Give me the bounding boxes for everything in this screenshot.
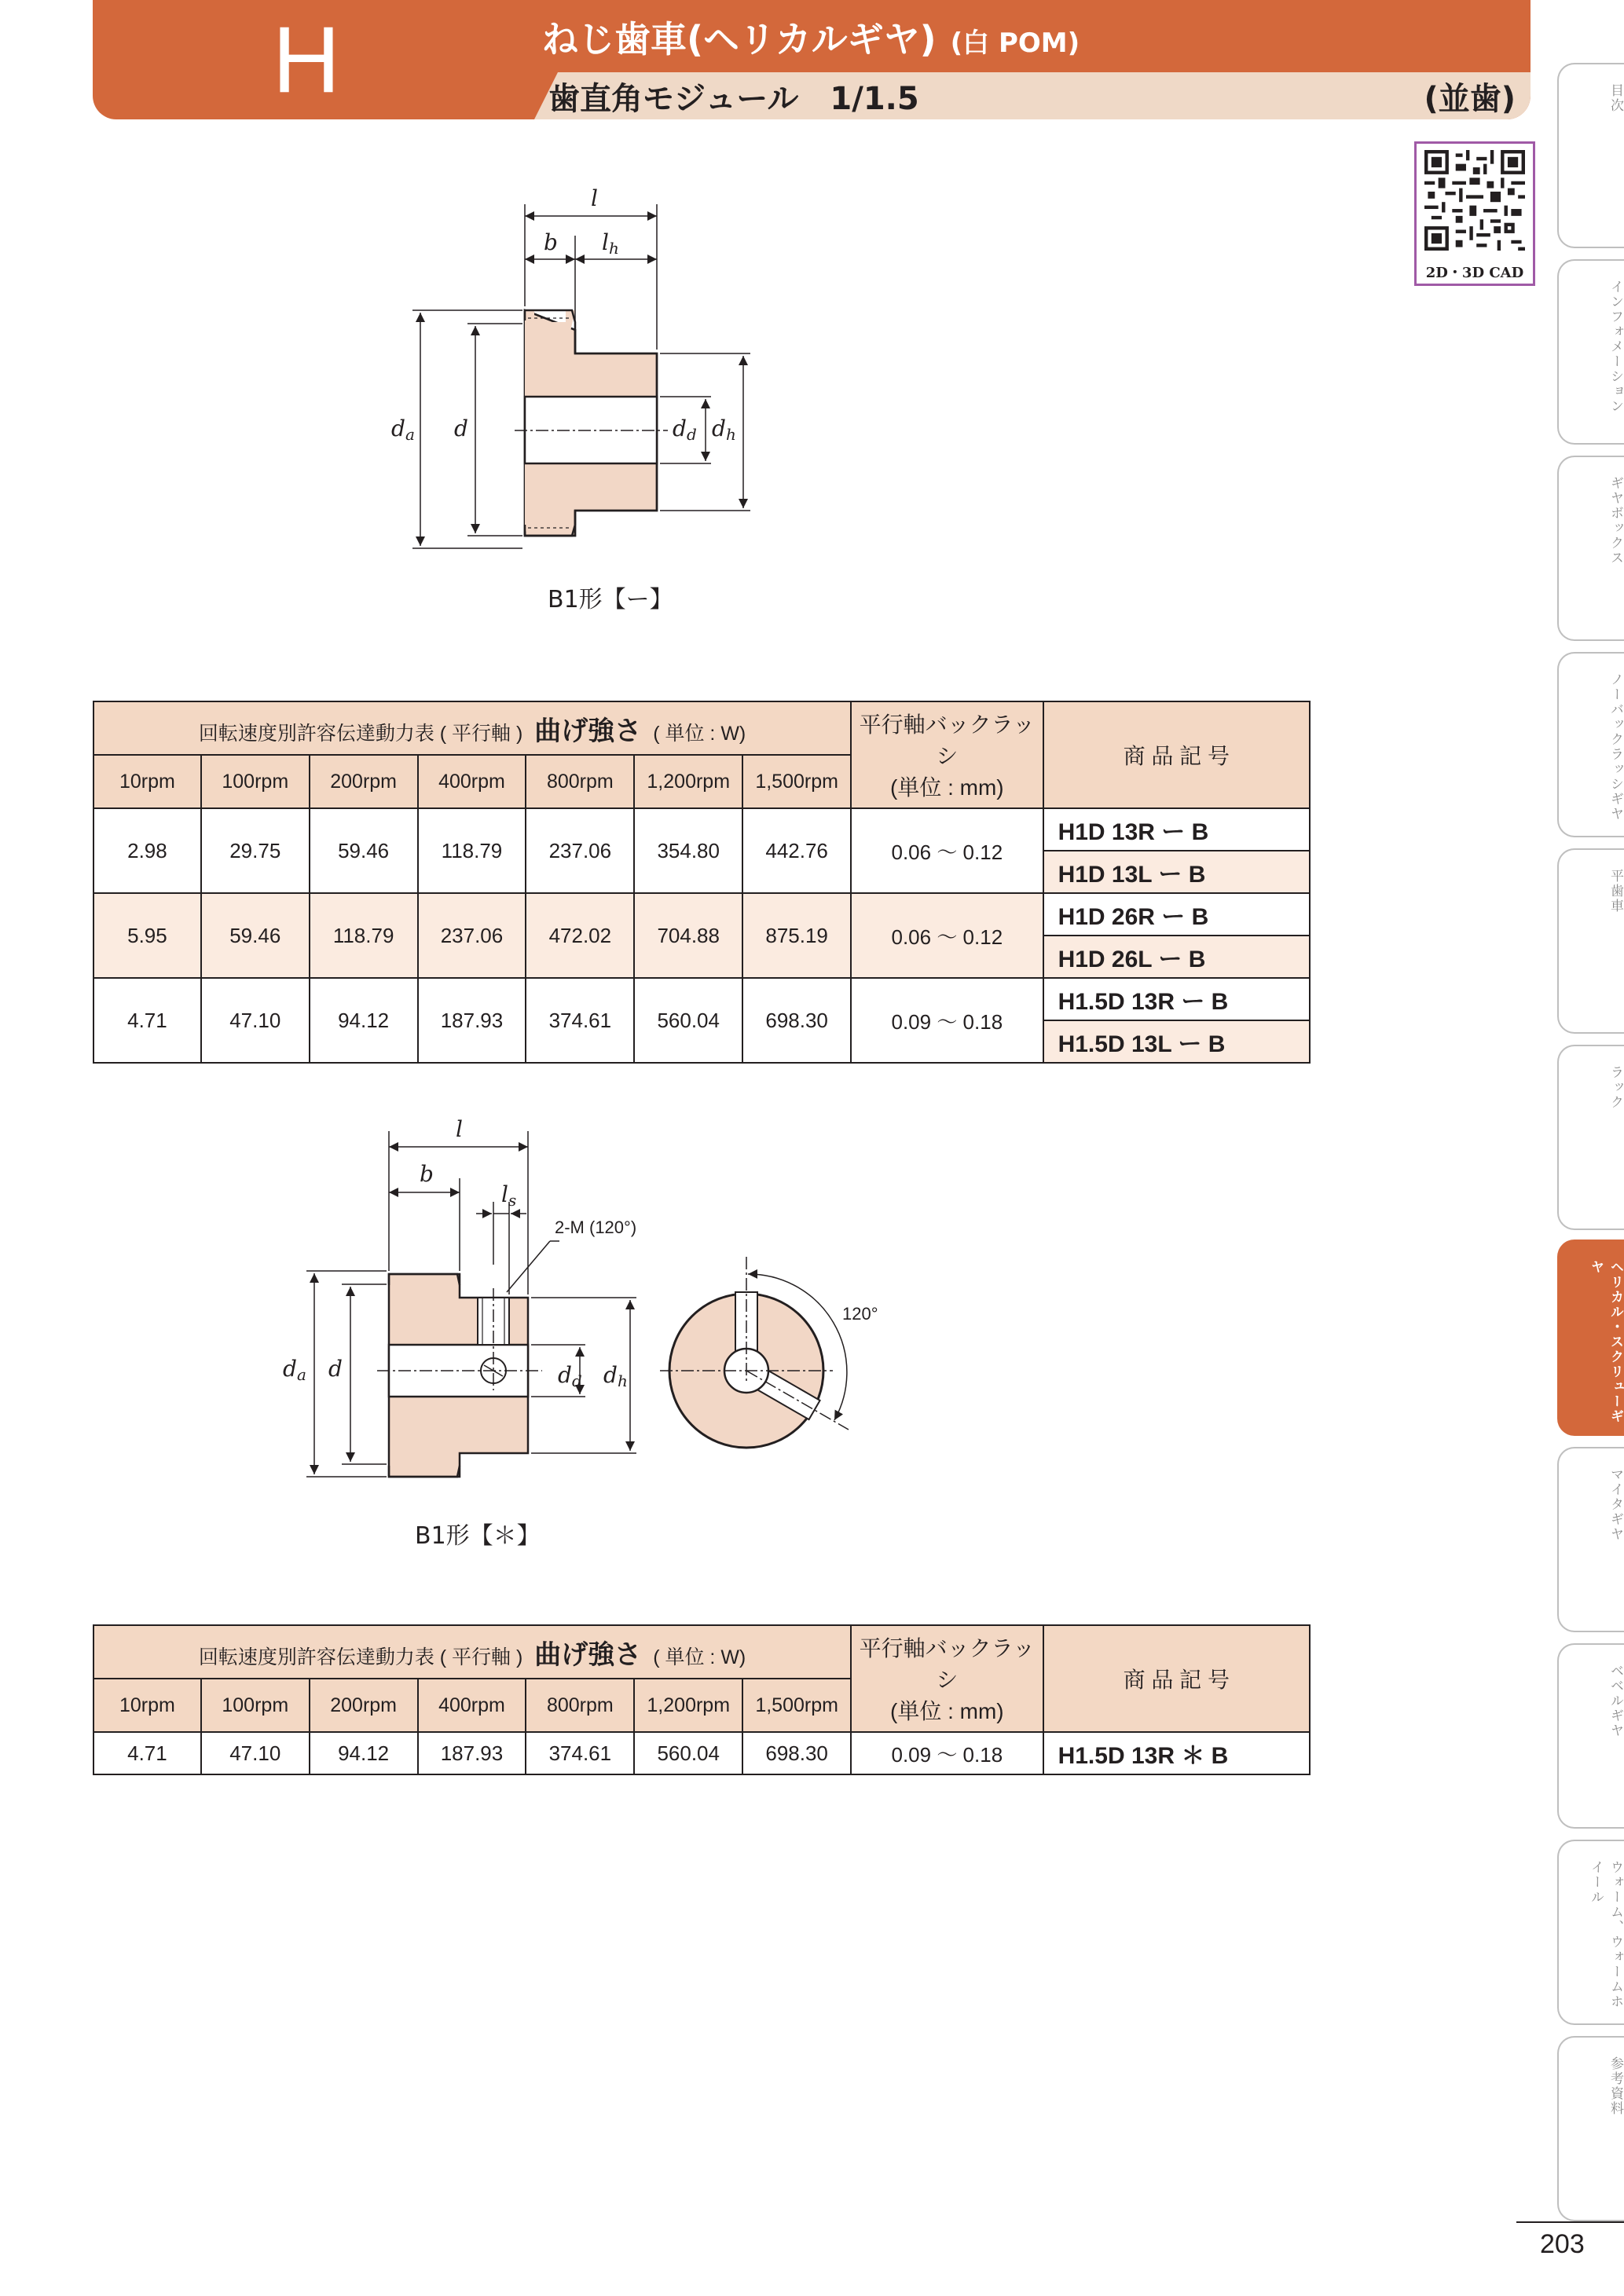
table-cell: 118.79 <box>310 893 418 978</box>
rpm-header: 1,500rpm <box>742 1679 851 1732</box>
dim-dh: dh <box>712 416 736 444</box>
backlash-cell: 0.06 ～ 0.12 <box>851 808 1043 893</box>
dim-l: l <box>591 185 598 211</box>
table1-group-header <box>93 701 851 755</box>
rpm-header: 10rpm <box>93 755 201 808</box>
dim-b: b <box>420 1161 434 1187</box>
sidebar-tab-helical[interactable] <box>1557 1240 1624 1436</box>
table-cell: 442.76 <box>742 808 851 893</box>
sidebar-tab-label: ウォーム、ウォームホイール <box>1588 1860 1623 2009</box>
angle-label: 120° <box>842 1304 878 1324</box>
dim-ls: ls <box>501 1181 517 1210</box>
backlash-header <box>851 701 1043 808</box>
sidebar-tab-label: ベベルギヤ <box>1608 1664 1623 1738</box>
gear-front-view <box>644 1249 880 1469</box>
table-row <box>93 808 1310 851</box>
table-row <box>93 893 1310 936</box>
table-cell: 374.61 <box>526 978 634 1063</box>
group-unit: ( 単位 : W) <box>653 722 746 745</box>
table2-group-header <box>93 1625 851 1679</box>
table-cell: 698.30 <box>742 1732 851 1774</box>
table-row <box>93 1732 1310 1774</box>
sidebar-tab-bevel[interactable] <box>1557 1643 1624 1829</box>
backlash-cell: 0.06 ～ 0.12 <box>851 893 1043 978</box>
rpm-header: 100rpm <box>201 1679 310 1732</box>
dim-b: b <box>544 229 558 255</box>
sidebar-tab-no-backlash[interactable] <box>1557 652 1624 837</box>
group-unit: ( 単位 : W) <box>653 1646 746 1668</box>
table-cell: 2.98 <box>93 808 201 893</box>
rpm-header: 800rpm <box>526 755 634 808</box>
group-main: 曲げ強さ <box>534 1639 642 1670</box>
dim-dd: dd <box>673 416 697 444</box>
product-code-header: 商 品 記 号 <box>1043 1625 1310 1732</box>
page-number: 203 <box>1540 2229 1585 2259</box>
backlash-header-label: 平行軸バックラッシ <box>859 712 1036 768</box>
qr-caption: 2D・3D CAD <box>1425 265 1524 281</box>
backlash-header <box>851 1625 1043 1732</box>
table-cell: 560.04 <box>634 978 742 1063</box>
table-cell: 5.95 <box>93 893 201 978</box>
sidebar-tab-label: 平歯車 <box>1608 869 1623 914</box>
gear-drawing-b1-setscrew <box>267 1108 644 1492</box>
rpm-header: 800rpm <box>526 1679 634 1732</box>
rpm-header: 200rpm <box>310 755 418 808</box>
table-cell: 59.46 <box>310 808 418 893</box>
sidebar-tab-miter[interactable] <box>1557 1447 1624 1632</box>
table-cell: 237.06 <box>526 808 634 893</box>
product-code[interactable]: H1.5D 13R ＊ B <box>1043 1732 1310 1774</box>
table-cell: 4.71 <box>93 1732 201 1774</box>
product-code[interactable]: H1.5D 13R ー B <box>1043 978 1310 1020</box>
group-main: 曲げ強さ <box>534 716 642 746</box>
rpm-header: 200rpm <box>310 1679 418 1732</box>
backlash-header-unit: (単位 : mm) <box>890 1699 1004 1723</box>
table-cell: 187.93 <box>418 978 526 1063</box>
table-cell: 59.46 <box>201 893 310 978</box>
sidebar-tab-reference[interactable] <box>1557 2036 1624 2221</box>
product-code[interactable]: H1D 13R ー B <box>1043 808 1310 851</box>
section-letter: H <box>272 7 341 112</box>
table-cell: 354.80 <box>634 808 742 893</box>
dim-da: da <box>283 1356 306 1384</box>
page-title <box>542 11 1080 63</box>
table-cell: 374.61 <box>526 1732 634 1774</box>
table-cell: 118.79 <box>418 808 526 893</box>
sidebar-tab-label: ヘリカル・スクリューギヤ <box>1588 1260 1623 1424</box>
table-row <box>93 978 1310 1020</box>
backlash-header-unit: (単位 : mm) <box>890 775 1004 800</box>
backlash-cell: 0.09 ～ 0.18 <box>851 978 1043 1063</box>
backlash-cell: 0.09 ～ 0.18 <box>851 1732 1043 1774</box>
table-cell: 4.71 <box>93 978 201 1063</box>
product-code[interactable]: H1D 13L ー B <box>1043 851 1310 893</box>
rpm-header: 10rpm <box>93 1679 201 1732</box>
product-code-header: 商 品 記 号 <box>1043 701 1310 808</box>
sidebar-tab-gearbox[interactable] <box>1557 456 1624 641</box>
rpm-header: 400rpm <box>418 755 526 808</box>
sidebar-tab-rack[interactable] <box>1557 1045 1624 1230</box>
rpm-header: 100rpm <box>201 755 310 808</box>
table-cell: 560.04 <box>634 1732 742 1774</box>
table-cell: 875.19 <box>742 893 851 978</box>
dim-da: da <box>391 416 415 444</box>
table-cell: 704.88 <box>634 893 742 978</box>
sidebar-tab-label: ラック <box>1608 1065 1623 1110</box>
sidebar-tab-label: ノーバックラッシギヤ <box>1608 672 1623 822</box>
dim-lh: lh <box>602 229 619 258</box>
product-code[interactable]: H1D 26L ー B <box>1043 936 1310 978</box>
group-prefix: 回転速度別許容伝達動力表 ( 平行軸 ) <box>198 1646 523 1668</box>
product-code[interactable]: H1D 26R ー B <box>1043 893 1310 936</box>
sidebar-tab-spur-gear[interactable] <box>1557 848 1624 1034</box>
sidebar-tab-worm[interactable] <box>1557 1840 1624 2025</box>
table-cell: 29.75 <box>201 808 310 893</box>
power-table-2 <box>93 1624 1311 1775</box>
dim-dd: dd <box>558 1362 582 1390</box>
rpm-header: 400rpm <box>418 1679 526 1732</box>
dim-dh: dh <box>603 1362 628 1390</box>
sidebar-tab-label: 目次 <box>1608 83 1623 113</box>
sidebar-tab-label: マイタギヤ <box>1608 1467 1623 1542</box>
backlash-header-label: 平行軸バックラッシ <box>859 1636 1036 1692</box>
diagram1-caption: B1形【ー】 <box>548 586 673 613</box>
rpm-header: 1,200rpm <box>634 755 742 808</box>
page-number-rule <box>1516 2221 1624 2223</box>
sidebar-tab-label: 参考資料 <box>1608 2056 1623 2116</box>
dim-d: d <box>454 416 468 441</box>
rpm-header: 1,500rpm <box>742 755 851 808</box>
table-cell: 47.10 <box>201 978 310 1063</box>
sidebar-tab-toc[interactable] <box>1557 63 1624 248</box>
dim-l: l <box>456 1116 463 1142</box>
page-subtitle: 歯直角モジュール 1/1.5 <box>548 81 919 117</box>
sidebar-tab-information[interactable] <box>1557 259 1624 445</box>
rpm-header: 1,200rpm <box>634 1679 742 1732</box>
sidebar-tab-label: インフォメーション <box>1608 280 1623 414</box>
power-table-1 <box>93 701 1311 1064</box>
sidebar-tab-label: ギヤボックス <box>1608 476 1623 566</box>
table-cell: 47.10 <box>201 1732 310 1774</box>
tooth-type: (並歯) <box>1424 81 1516 117</box>
title-material: (白 POM) <box>950 27 1080 59</box>
table-cell: 472.02 <box>526 893 634 978</box>
table-cell: 94.12 <box>310 978 418 1063</box>
diagram2-caption: B1形【＊】 <box>415 1522 541 1550</box>
table-cell: 94.12 <box>310 1732 418 1774</box>
title-main: ねじ歯車(ヘリカルギヤ) <box>542 18 937 60</box>
table-cell: 698.30 <box>742 978 851 1063</box>
product-code[interactable]: H1.5D 13L ー B <box>1043 1020 1310 1063</box>
gear-drawing-b1-standard <box>377 181 786 558</box>
cad-qr-code[interactable] <box>1414 141 1535 286</box>
dim-d: d <box>328 1356 343 1382</box>
qr-code-icon <box>1424 150 1525 251</box>
group-prefix: 回転速度別許容伝達動力表 ( 平行軸 ) <box>198 722 523 745</box>
table-cell: 237.06 <box>418 893 526 978</box>
screw-label: 2-M (120°) <box>555 1218 637 1237</box>
table-cell: 187.93 <box>418 1732 526 1774</box>
